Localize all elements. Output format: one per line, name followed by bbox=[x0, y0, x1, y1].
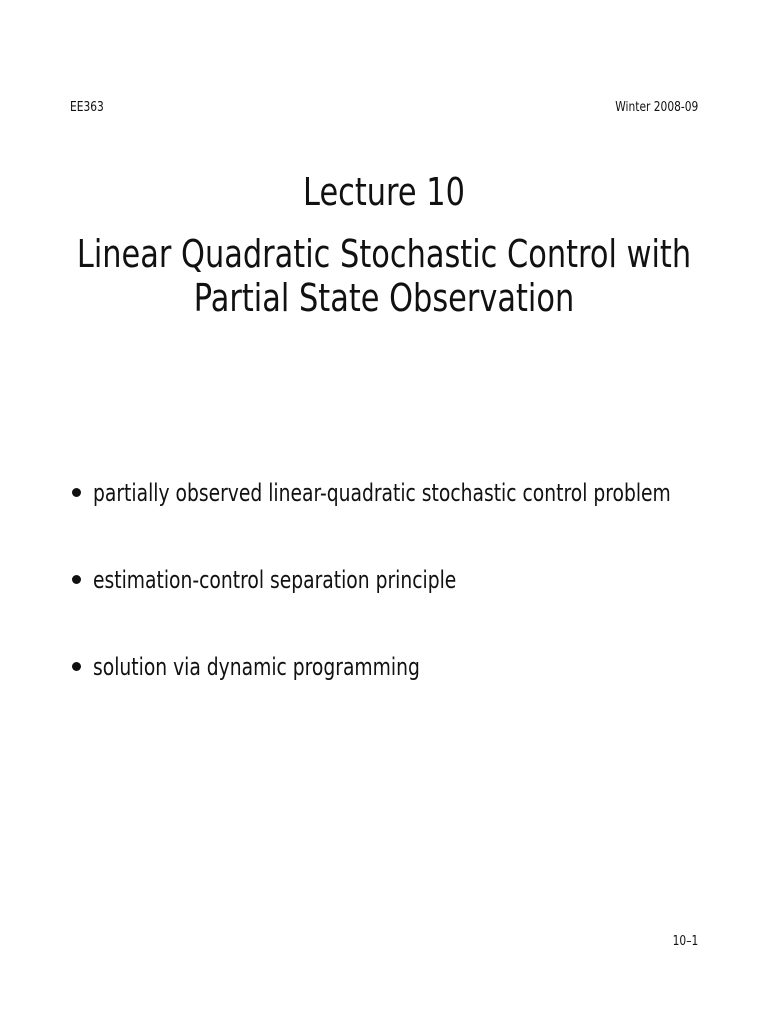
lecture-number: Lecture 10 bbox=[303, 170, 465, 214]
title-line-2: Partial State Observation bbox=[193, 276, 575, 320]
bullet-dot-icon bbox=[72, 662, 81, 671]
bullet-dot-icon bbox=[72, 575, 81, 584]
bullet-text: solution via dynamic programming bbox=[93, 653, 420, 681]
page-number: 10–1 bbox=[672, 934, 698, 949]
bullet-text: estimation-control separation principle bbox=[93, 566, 457, 594]
title-block bbox=[0, 170, 768, 320]
title-line-1: Linear Quadratic Stochastic Control with bbox=[76, 232, 692, 276]
course-code: EE363 bbox=[70, 100, 104, 115]
bullet-text: partially observed linear-quadratic stochastic control problem bbox=[93, 479, 671, 507]
term-label: Winter 2008-09 bbox=[614, 100, 698, 115]
bullet-dot-icon bbox=[72, 488, 81, 497]
